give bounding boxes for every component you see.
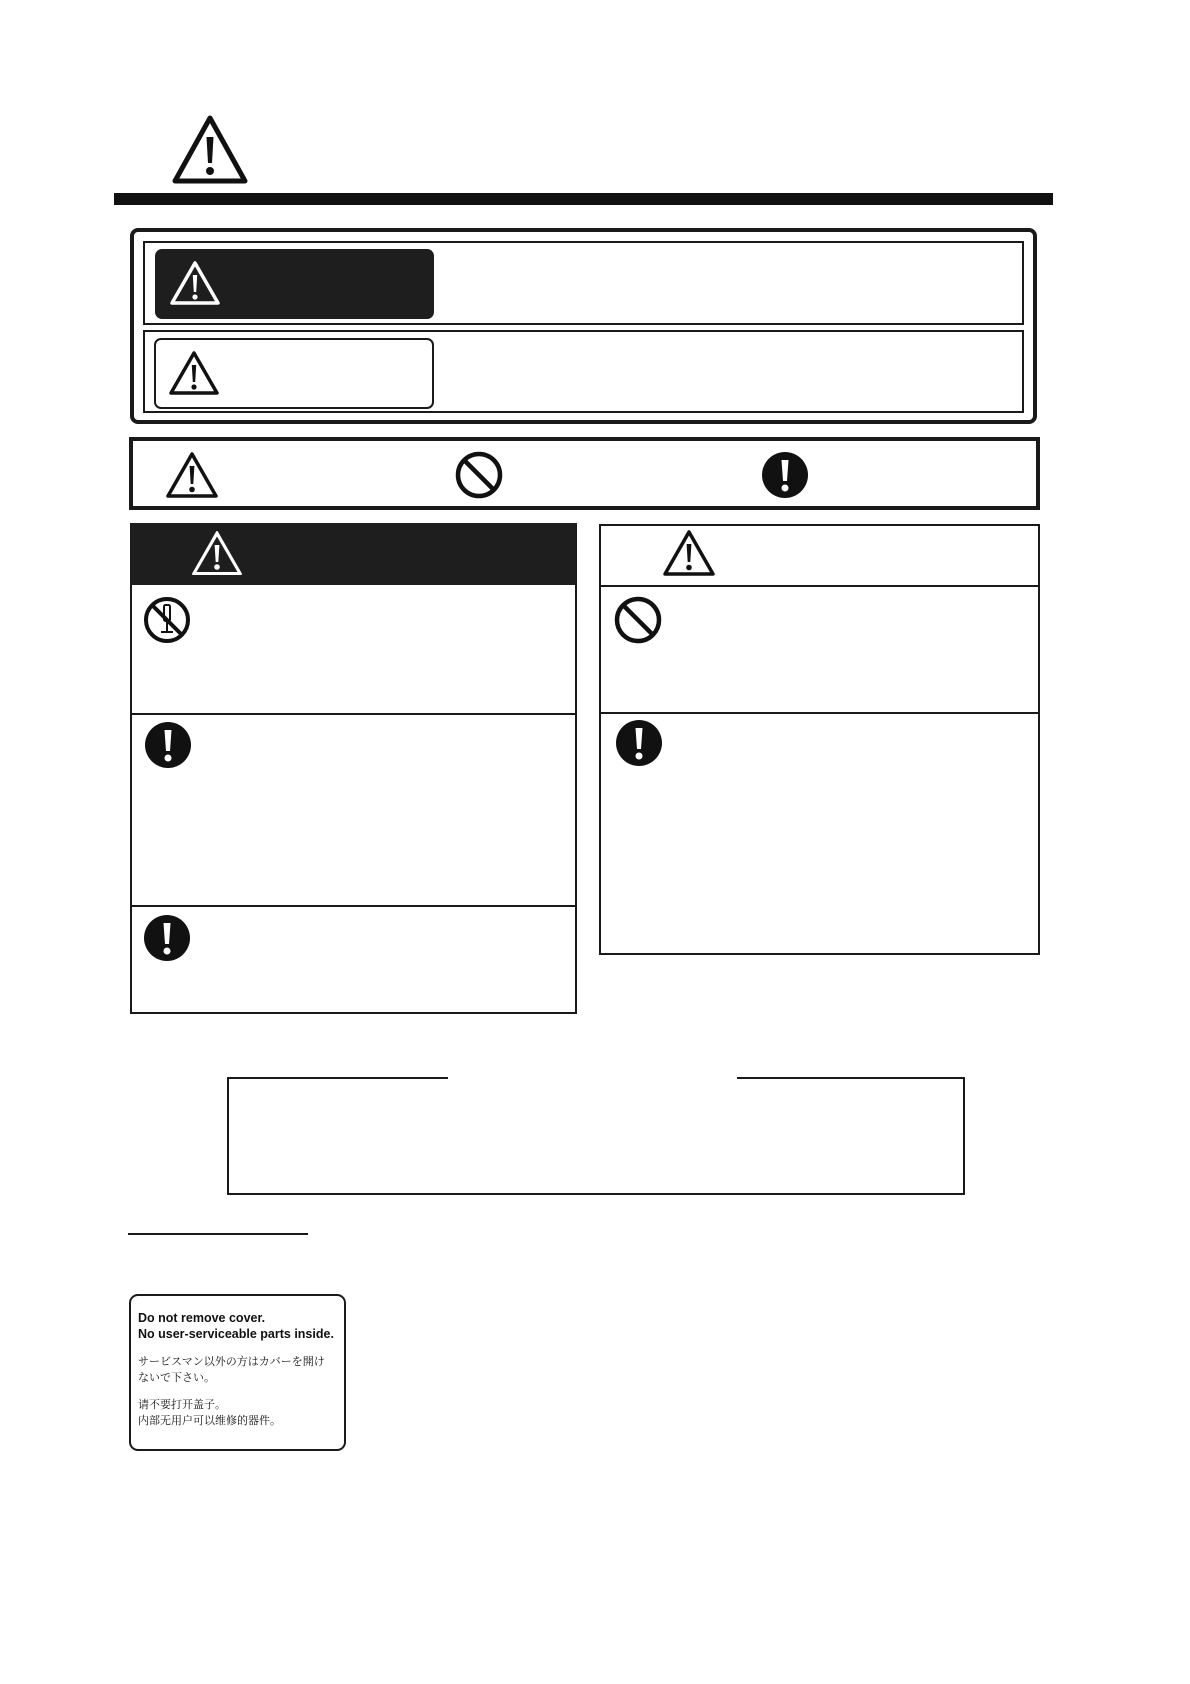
caution-header-warning-icon: [662, 528, 716, 578]
warning-triangle-icon: [168, 349, 220, 397]
label-zh-line-1: 请不要打开盖子。: [138, 1398, 226, 1411]
symbol-legend-bar: [129, 437, 1040, 510]
label-jp-line-1: サービスマン以外の方はカバーを開け: [138, 1355, 325, 1368]
warning-item-divider: [131, 905, 576, 907]
title-rule: [114, 193, 1053, 205]
warning-panel: [130, 523, 577, 1014]
warning-item-divider: [131, 713, 576, 715]
prohibition-icon: [613, 595, 663, 645]
label-zh-line-2: 内部无用户可以维修的器件。: [138, 1414, 281, 1427]
label-jp-line-2: ないで下さい。: [138, 1371, 215, 1384]
caution-label: [154, 338, 434, 409]
legend-prohibition-icon: [454, 450, 504, 500]
warning-label: [155, 249, 434, 319]
do-not-disassemble-icon: [142, 595, 192, 645]
legend-mandatory-action-icon: [760, 450, 810, 500]
lower-notice-box: [227, 1079, 965, 1195]
title-warning-icon: [170, 113, 250, 186]
mandatory-action-icon: [143, 720, 193, 770]
caution-header-divider: [601, 585, 1038, 587]
warning-triangle-icon: [169, 259, 221, 307]
section-heading-underline: [128, 1233, 308, 1235]
caution-panel: [599, 524, 1040, 955]
legend-warning-triangle-icon: [165, 450, 219, 500]
mandatory-action-icon: [614, 718, 664, 768]
caution-item-divider: [601, 712, 1038, 714]
warning-triangle-icon: [190, 528, 244, 578]
warning-panel-header: [131, 523, 576, 585]
cover-warning-label: [129, 1294, 346, 1451]
label-en-line-1: Do not remove cover.: [138, 1311, 266, 1325]
label-en-line-2: No user-serviceable parts inside.: [138, 1327, 334, 1341]
mandatory-action-icon: [142, 913, 192, 963]
